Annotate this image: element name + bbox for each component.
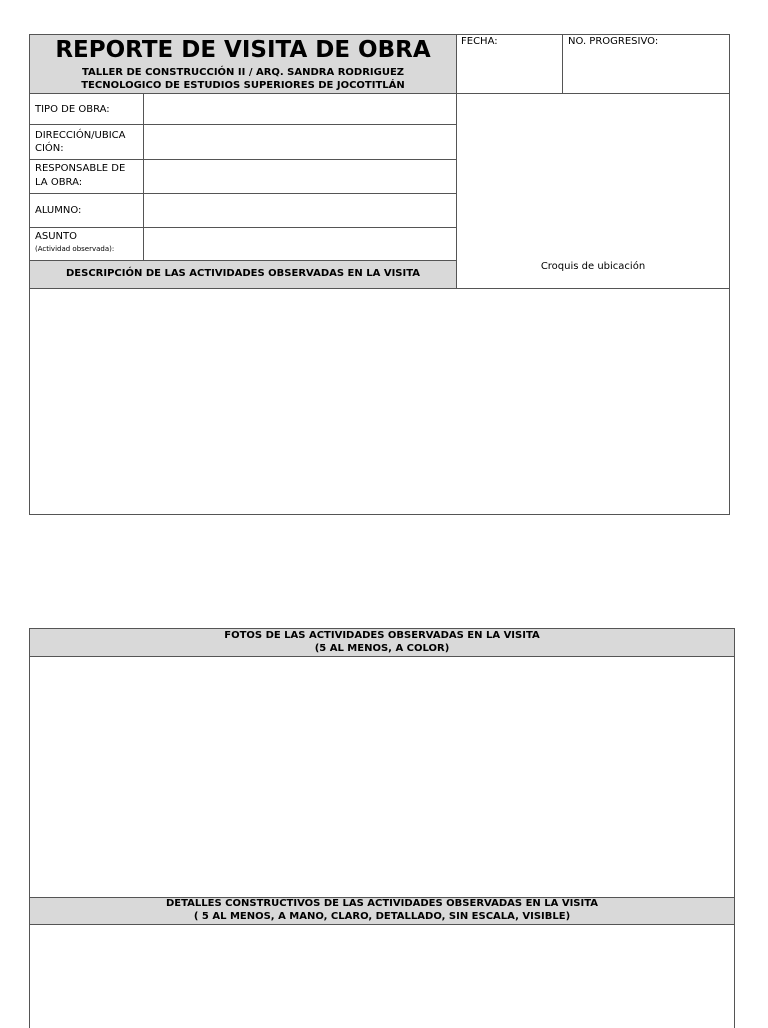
asunto-label: ASUNTO xyxy=(35,231,77,242)
page-title: REPORTE DE VISITA DE OBRA xyxy=(55,37,431,63)
direccion-label-cont: CIÓN: xyxy=(35,143,64,154)
asunto-field[interactable] xyxy=(144,228,456,260)
responsable-field[interactable] xyxy=(144,160,456,193)
tipo-obra-field[interactable] xyxy=(144,94,456,124)
progresivo-label: NO. PROGRESIVO: xyxy=(568,36,659,47)
photos-area[interactable] xyxy=(30,657,734,897)
direccion-field[interactable] xyxy=(144,125,456,159)
croquis-label: Croquis de ubicación xyxy=(540,261,646,272)
alumno-field[interactable] xyxy=(144,194,456,227)
school-subtitle: TECNOLOGICO DE ESTUDIOS SUPERIORES DE JOCOTITLÁN xyxy=(81,80,405,91)
progresivo-field[interactable] xyxy=(563,49,729,92)
details-header: DETALLES CONSTRUCTIVOS DE LAS ACTIVIDADES OBSERVADAS EN LA VISITA xyxy=(165,898,599,909)
details-header-note: ( 5 AL MENOS, A MANO, CLARO, DETALLADO, SIN ESCALA, VISIBLE) xyxy=(193,911,571,922)
course-subtitle: TALLER DE CONSTRUCCIÓN II / ARQ. SANDRA RODRIGUEZ xyxy=(81,67,405,78)
fecha-field[interactable] xyxy=(457,49,561,92)
photos-header-note: (5 AL MENOS, A COLOR) xyxy=(314,643,450,654)
croquis-area[interactable] xyxy=(457,94,729,288)
alumno-label: ALUMNO: xyxy=(35,205,82,216)
description-area[interactable] xyxy=(30,289,729,514)
divider xyxy=(30,260,456,261)
direccion-label: DIRECCIÓN/UBICA xyxy=(35,130,126,141)
details-area[interactable] xyxy=(30,925,734,1024)
asunto-note: (Actividad observada): xyxy=(35,245,115,253)
fecha-label: FECHA: xyxy=(461,36,498,47)
responsable-label-cont: LA OBRA: xyxy=(35,177,83,188)
photos-header: FOTOS DE LAS ACTIVIDADES OBSERVADAS EN LA VISITA xyxy=(224,630,540,641)
responsable-label: RESPONSABLE DE xyxy=(35,163,126,174)
description-header: DESCRIPCIÓN DE LAS ACTIVIDADES OBSERVADAS EN LA VISITA xyxy=(66,268,420,279)
tipo-obra-label: TIPO DE OBRA: xyxy=(35,104,110,115)
